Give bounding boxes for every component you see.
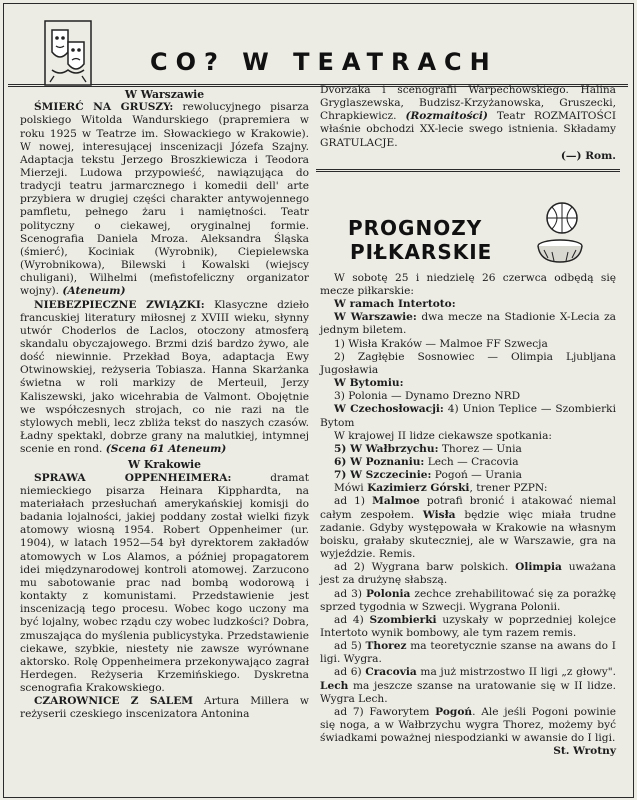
football-title <box>348 216 518 264</box>
prediction-text: ad 5) <box>334 640 366 653</box>
review-paragraph <box>20 101 309 298</box>
team-name: Malmoe <box>372 495 420 508</box>
team-name: Pogoń <box>435 705 473 718</box>
author-signature: St. Wrotny <box>553 745 616 758</box>
match-item <box>320 403 616 429</box>
match-item <box>320 456 616 469</box>
fixtures-group: W Bytomiu: <box>334 377 404 390</box>
prediction-text: ad 3) <box>334 587 366 600</box>
team-name: Lech <box>320 679 349 692</box>
prediction-item <box>320 561 616 587</box>
prediction-text: uzyskały w poprzedniej kolejce Intertoto wynik bombowy, ale tym razem remis. <box>320 613 616 639</box>
football-player-icon <box>524 200 594 266</box>
team-name: Cracovia <box>365 666 417 679</box>
prediction-text: ma już mistrzostwo II ligi „z głowy". <box>416 666 616 679</box>
prediction-text: uważana jest za drużynę słabszą. <box>320 561 616 587</box>
city-heading: W Krakowie <box>128 458 201 472</box>
league-intro: W krajowej II lidze ciekawsze spotkania: <box>334 429 552 442</box>
coach-quote-intro <box>320 482 616 495</box>
team-name: Olimpia <box>515 561 562 574</box>
team-name: Wisła <box>422 508 456 521</box>
team-name: Polonia <box>365 587 411 600</box>
theatre-source: (Scena 61 Ateneum) <box>105 443 227 456</box>
play-title: CZAROWNICE Z SALEM <box>34 695 194 708</box>
review-paragraph <box>20 299 309 457</box>
quote-text: Mówi <box>334 482 368 495</box>
match-text: 4) Union Teplice — Szombierki Bytom <box>320 403 616 429</box>
prediction-text: będzie więc miała trudne zadanie. Gdyby występowała w Krakowie na własnym boisku, grałaby skuteczniej, ale w Warszawie, gra na wyjeździe. Remis. <box>320 508 616 561</box>
football-header <box>320 172 616 272</box>
quote-text: , trener PZPN: <box>469 482 548 495</box>
prediction-text: ad 2) Wygrana barw polskich. <box>334 561 516 574</box>
fixtures-intro: W sobotę 25 i niedzielę 26 czerwca odbędą się mecze piłkarskie: <box>320 271 616 297</box>
match-item: 1) Wisła Kraków — Malmoe FF Szwecja <box>334 337 548 350</box>
team-name: Szombierki <box>369 613 437 626</box>
theatre-source: (Ateneum) <box>62 285 126 298</box>
football-title-line: PIŁKARSKIE <box>350 239 493 264</box>
team-name: Thorez <box>365 640 407 653</box>
prediction-item <box>320 640 616 666</box>
coach-name: Kazimierz Górski <box>367 482 470 495</box>
review-paragraph <box>20 472 309 696</box>
play-title: NIEBEZPIECZNE ZWIĄZKI: <box>34 298 205 311</box>
venue-label: 6) W Poznaniu: <box>334 455 425 468</box>
venue-label: W Warszawie: <box>334 311 417 324</box>
match-item: 2) Zagłębie Sosnowiec — Olimpia Ljubljana Jugosławia <box>320 350 616 376</box>
match-text: Pogoń — Urania <box>431 469 522 482</box>
match-item <box>320 469 616 482</box>
prediction-text: ma teoretycznie szanse na awans do I ligi. Wygra. <box>320 640 616 666</box>
prediction-text: ad 4) <box>334 613 370 626</box>
prediction-text: ad 7) Faworytem <box>334 705 436 718</box>
review-text: dramat niemieckiego pisarza Heinara Kipphardta, na materiałach przesłuchań amerykańskiej komisji do badania lojalności, jakiej poddany został wielki fizyk atomowy wiosną 1954. Robert Oppenheimer (ur. 1904), w latach 1952—54 był dyrektorem zakładów atomowych w Los Alamos, a później propagatorem idei międzynarodowej kontroli atomowej. Zarzucono mu sabotowanie prac nad bombą wodorową i kontakty z komunistami. Przedstawienie jest inscenizacją tego procesu. Wobec kogo uczony ma być lojalny, wobec rządu czy wobec ludzkości? Dobra, zmuszająca do myślenia publicystyka. Przedstawienie ciekawe, szybkie, niestety nie zawsze wyrównane aktorsko. Rolę Oppenheimera przekonywająco zagrał Herdegen. Reżyseria Krzemińskiego. Dyskretna scenografia Krakowskiego. <box>20 471 309 695</box>
prediction-item <box>320 588 616 614</box>
right-column <box>320 84 616 758</box>
fixtures-group: W ramach Intertoto: <box>334 298 456 311</box>
match-text: Thorez — Unia <box>438 442 522 455</box>
prediction-text: . Ale jeśli Pogoni powinie się noga, a w Wałbrzychu wygra Thorez, możemy być świadkami poważnej niespodzianki w awansie do I ligi. <box>320 705 616 745</box>
city-heading: W Warszawie <box>124 88 205 101</box>
match-item <box>320 443 616 456</box>
football-title-line: PROGNOZY <box>348 215 483 240</box>
venue-label: 7) W Szczecinie: <box>334 469 432 482</box>
review-text: Artura Millera w reżyserii czeskiego inscenizatora Antonina <box>20 695 309 721</box>
prediction-item <box>320 666 616 705</box>
review-paragraph <box>320 84 616 150</box>
venue-label: 5) W Wałbrzychu: <box>334 442 439 455</box>
theatre-masks-icon <box>44 20 92 86</box>
fixtures-venue <box>320 311 616 337</box>
section-title: CO? W TEATRACH <box>150 48 498 76</box>
prediction-item <box>320 706 616 745</box>
theatre-header <box>8 8 628 87</box>
review-text: rewolucyjnego pisarza polskiego Witolda Wandurskiego (prapremiera w roku 1925 w Teatrze im. Słowackiego w Krakowie). W nowej, interesującej inscenizacji Józefa Szajny. Adaptacja tekstu Jerzego Broszkiewicza i Teodora Mierzeji. Ludowa przypowieść, nawiązująca do tradycji teatru jarmarcznego i komedii dell' arte przybiera w drugiej części charakter antywojennego pamfletu, pełnego żaru i namiętności. Teatr polityczny o ciekawej, oryginalnej formie. Scenografia Daniela Mroza. Aleksandra Śląska (śmierć), Kociniak (Wyrobnik), Ciepielewska (Wyrobnikowa), Bilewski i Kowalski (wiejscy chuligani), Wilhelmi (mefistofeliczny organizator wojny). <box>20 101 309 298</box>
prediction-text: ad 6) <box>334 666 366 679</box>
prediction-text: potrafi bronić i atakować niemal całym zespołem. <box>320 495 616 521</box>
venue-text: dwa mecze na Stadionie X-Lecia za jednym biletem. <box>320 311 616 337</box>
review-text: Dvorzaka i scenografii Warpechowskiego. Halina Gryglaszewska, Budzisz-Krzyżanowska, Gruszecki, Chrapkiewicz. <box>320 84 616 123</box>
prediction-text: zechce zrehabilitować się za porażkę sprzed tygodnia w Szwecji. Wygrana Polonii. <box>320 587 616 613</box>
match-item: 3) Polonia — Dynamo Drezno NRD <box>334 390 521 403</box>
venue-label: W Czechosłowacji: <box>334 403 444 416</box>
prediction-item <box>320 495 616 561</box>
review-text: Klasyczne dzieło francuskiej literatury miłosnej z XVIII wieku, słynny utwór Choderlos de Laclos, otoczony atmosferą skandalu obyczajowego. Brzmi dziś bardzo żywo, ale dość niewinnie. Przekład Boya, adaptacja Ewy Otwinowskiej, reżyseria Tobiasza. Hanna Skarżanka świetna w roli markizy de Merteuil, Jerzy Kaliszewski, jako wicehrabia de Valmont. Obojętnie we współczesnych strojach, co nie razi na tle stylowych mebli, lecz zbliża tekst do naszych czasów. Ładny spektakl, dobrze grany na malutkiej, intymnej scenie en rond. <box>20 298 310 456</box>
play-title: SPRAWA OPPENHEIMERA: <box>34 471 232 484</box>
play-title: ŚMIERĆ NA GRUSZY: <box>34 101 174 114</box>
prediction-text: ma jeszcze szanse na uratowanie się w II lidze. Wygra Lech. <box>320 679 616 705</box>
theatre-source: (Rozmaitości) <box>405 110 488 123</box>
review-paragraph <box>20 695 309 721</box>
prediction-item <box>320 614 616 640</box>
match-text: Lech — Cracovia <box>424 455 519 468</box>
prediction-text: ad 1) <box>334 495 373 508</box>
theatre-column <box>20 88 309 722</box>
review-text: Teatr ROZMAITOŚCI właśnie obchodzi XX-lecie swego istnienia. Składamy GRATULACJE. <box>320 110 617 149</box>
author-signature: (—) Rom. <box>560 149 616 162</box>
